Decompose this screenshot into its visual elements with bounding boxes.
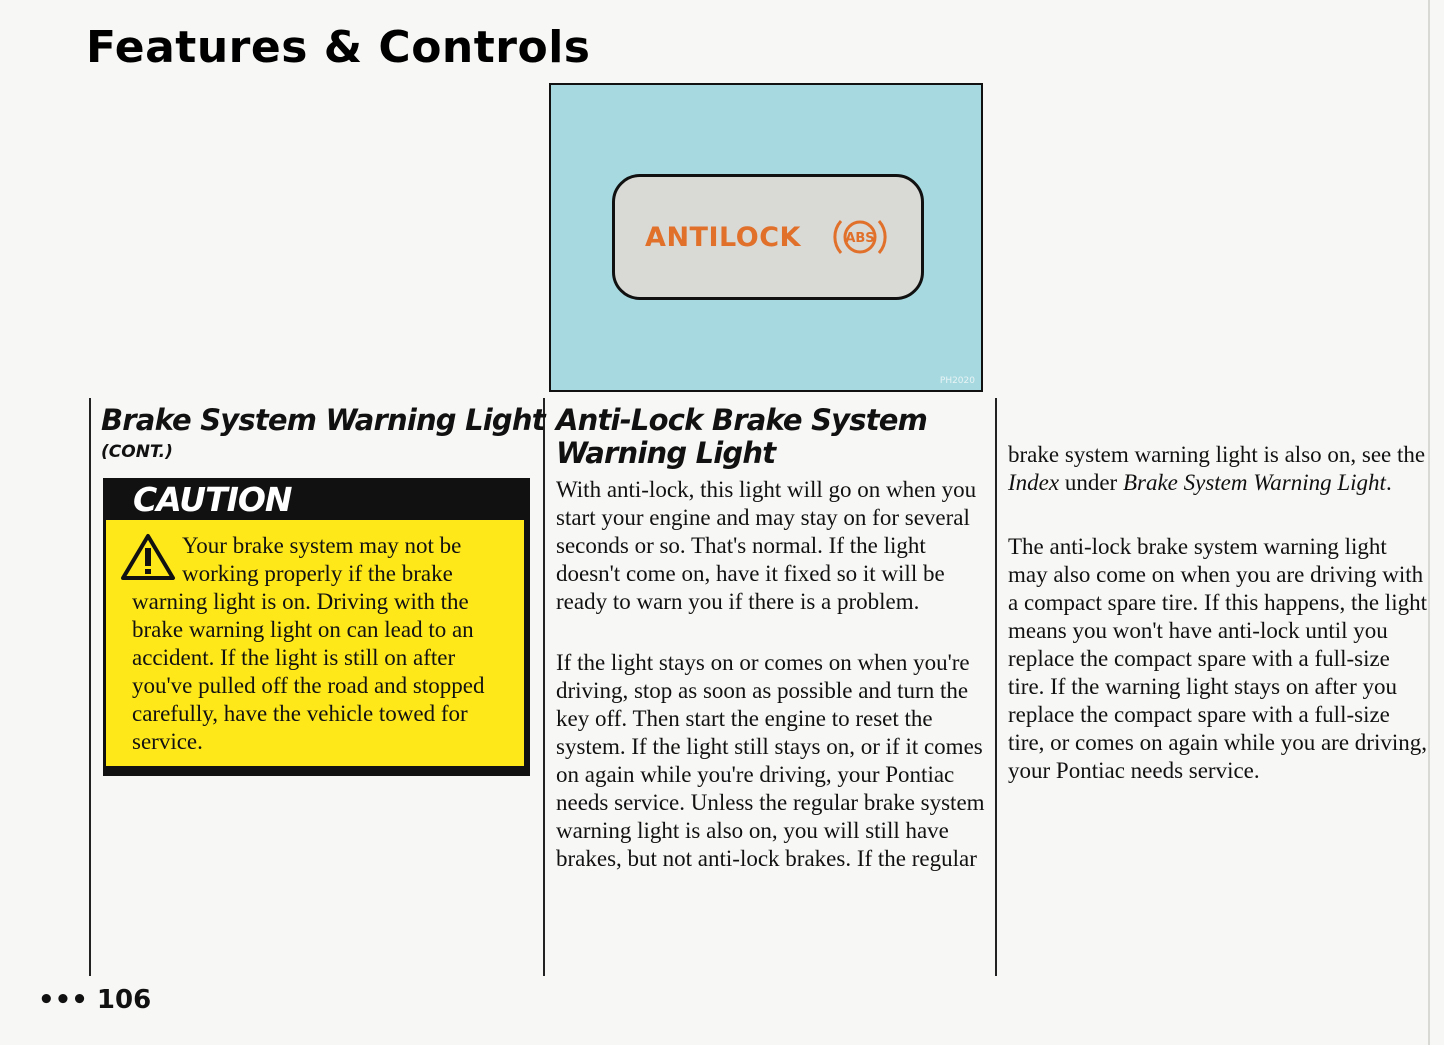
- page-number: ••• 106: [38, 985, 152, 1015]
- caution-box: [103, 478, 530, 776]
- caution-title: CAUTION: [133, 480, 292, 519]
- column-divider-right: [995, 398, 997, 976]
- right-paragraph-1-mid: under: [1059, 470, 1123, 495]
- brake-system-warning-heading: Brake System Warning Light: [101, 403, 545, 437]
- abs-label: ABS: [845, 231, 875, 246]
- antilock-heading-line1: Anti-Lock Brake System: [556, 403, 928, 437]
- right-paragraph-1-start: brake system warning light is also on, see the: [1008, 442, 1426, 467]
- brake-system-warning-reference: Brake System Warning Light: [1122, 470, 1386, 495]
- antilock-heading-line2: Warning Light: [556, 436, 776, 470]
- caution-body: [106, 520, 524, 766]
- right-paragraph-1-end: .: [1385, 470, 1392, 495]
- antilock-warning-lamp: [612, 174, 924, 300]
- right-paragraph-2: The anti-lock brake system warning light may also come on when you are driving with a compact spare tire. If this happens, the light means you won't have anti-lock until you replace the compact spare with a full-size tire. If the warning light stays on after you replace the compact spare with a full-size tire, or comes on again while you are driving, your Pontiac needs service.: [1008, 534, 1427, 783]
- page-title: Features & Controls: [86, 22, 591, 73]
- continued-label: (CONT.): [101, 442, 173, 462]
- index-reference: Index: [1008, 470, 1060, 495]
- right-paragraph-1: [1008, 441, 1428, 497]
- antilock-heading: [556, 404, 927, 470]
- antilock-lamp-figure: [549, 83, 983, 392]
- antilock-lamp-label: ANTILOCK: [645, 221, 801, 253]
- figure-code: PH2020: [939, 376, 975, 386]
- antilock-paragraph-1: With anti-lock, this light will go on when you start your engine and may stay on for several seconds or so. That's normal. If the light doesn't come on, have it fixed so it will be ready to warn you if there is a problem.: [556, 477, 977, 614]
- page-edge-shadow: [1428, 0, 1430, 1045]
- column-divider-middle: [543, 398, 545, 976]
- antilock-paragraph-2: If the light stays on or comes on when you're driving, stop as soon as possible and turn the key off. Then start the engine to reset the system. If the light still stays on, or if it comes on again while you're driving, your Pontiac needs service. Unless the regular brake system warning light is also on, you will still have brakes, but not anti-lock brakes. If the regular: [556, 650, 985, 871]
- column-divider-left: [89, 398, 91, 976]
- abs-warning-icon: [829, 213, 891, 261]
- caution-text: Your brake system may not be working properly if the brake warning light is on. Driving with the brake warning light on can lead to an accident. If the light is still on after you've pulled off the road and stopped carefully, have the vehicle towed for service.: [132, 533, 485, 754]
